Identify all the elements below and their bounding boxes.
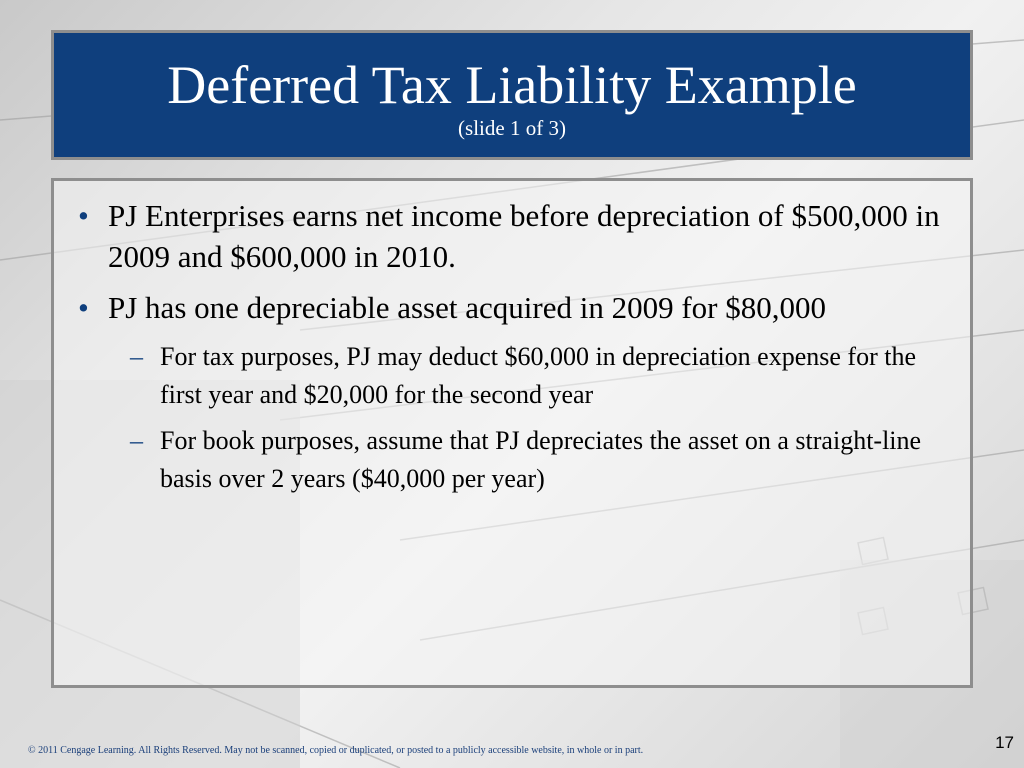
page-number: 17	[995, 733, 1014, 752]
content-panel	[51, 178, 973, 688]
sub-bullet-item	[130, 338, 944, 414]
slide-title: Deferred Tax Liability Example	[167, 55, 857, 115]
copyright-footer: © 2011 Cengage Learning. All Rights Reserved. May not be scanned, copied or duplicated, or posted to a publicly accessible website, in whole or in part.	[28, 745, 644, 756]
slide-subtitle: (slide 1 of 3)	[458, 116, 566, 140]
bullet-text: PJ Enterprises earns net income before depreciation of $500,000 in 2009 and $600,000 in 2010.	[108, 198, 940, 274]
sub-bullet-item	[130, 422, 944, 498]
sub-bullet-text: For book purposes, assume that PJ depreciates the asset on a straight-line basis over 2 years ($40,000 per year)	[160, 426, 922, 493]
bullet-item	[74, 287, 944, 328]
sub-bullet-marker: –	[130, 426, 143, 455]
title-banner	[51, 30, 973, 160]
bullet-marker: •	[78, 290, 89, 325]
bullet-item	[74, 195, 944, 277]
bullet-text: PJ has one depreciable asset acquired in 2009 for $80,000	[108, 290, 826, 325]
bullet-marker: •	[78, 198, 89, 233]
sub-bullet-marker: –	[130, 342, 143, 371]
sub-bullet-text: For tax purposes, PJ may deduct $60,000 in depreciation expense for the first year and $20,000 for the second year	[160, 342, 916, 409]
